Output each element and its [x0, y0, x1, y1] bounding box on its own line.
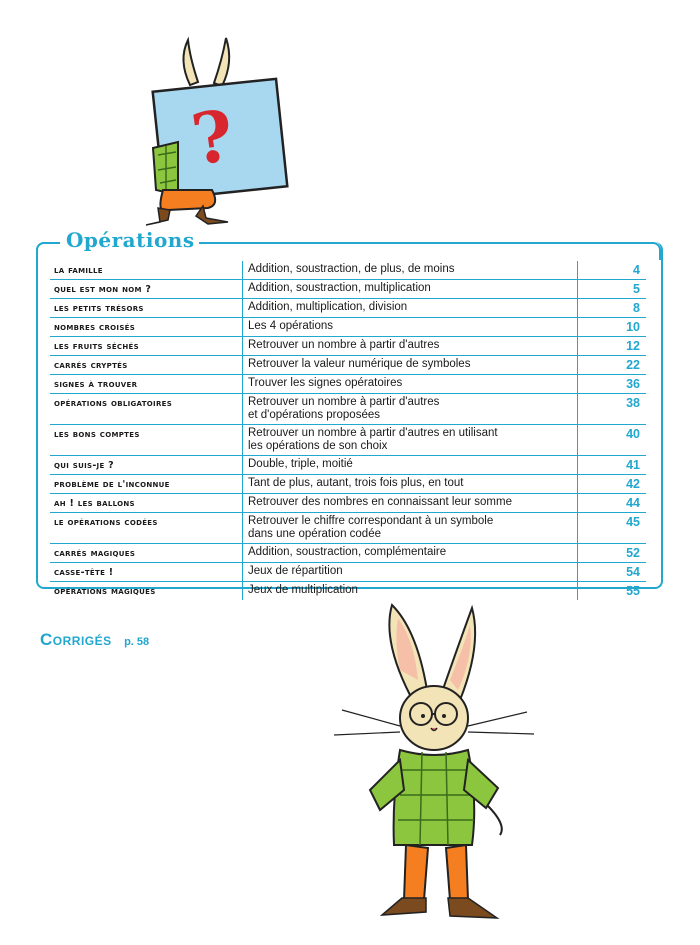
toc-entry-title: casse-tête !	[50, 563, 243, 582]
toc-entry-page: 8	[578, 299, 647, 318]
toc-entry-page: 38	[578, 394, 647, 425]
toc-entry-page: 22	[578, 356, 647, 375]
toc-entry-title: quel est mon nom ?	[50, 280, 243, 299]
toc-entry-title: opérations magiques	[54, 586, 156, 597]
toc-entry-title: carrés magiques	[50, 544, 243, 563]
toc-entry-title: signes à trouver	[50, 375, 243, 394]
svg-text:?: ?	[186, 93, 239, 182]
toc-row[interactable]	[50, 563, 646, 582]
toc-entry-page: 36	[578, 375, 647, 394]
toc-entry-title: les petits trésors	[50, 299, 243, 318]
toc-entry-page: 4	[578, 261, 647, 280]
toc-row[interactable]	[50, 280, 646, 299]
corriges-page: p. 58	[124, 636, 150, 648]
toc-row[interactable]	[50, 456, 646, 475]
toc-entry-page: 44	[578, 494, 647, 513]
toc-entry-title: les bons comptes	[50, 425, 243, 456]
toc-entry-description: Retrouver le chiffre correspondant à un symbole dans une opération codée	[243, 513, 578, 544]
toc-row[interactable]	[50, 356, 646, 375]
toc-entry-description: Jeux de répartition	[243, 563, 578, 582]
toc-row[interactable]	[50, 337, 646, 356]
toc-row[interactable]	[50, 544, 646, 563]
toc-entry-title: problème de l'inconnue	[50, 475, 243, 494]
section-title: Opérations	[62, 228, 199, 252]
rabbit-glasses-illustration	[322, 600, 542, 935]
toc-entry-description: Trouver les signes opératoires	[243, 375, 578, 394]
toc-entry-page: 54	[578, 563, 647, 582]
toc-entry-description: Retrouver un nombre à partir d'autres	[243, 337, 578, 356]
toc-entry-description: Retrouver un nombre à partir d'autres en utilisant les opérations de son choix	[243, 425, 578, 456]
toc-entry-description: Jeux de multiplication	[243, 582, 578, 601]
toc-frame-corner-left	[36, 242, 60, 260]
toc-entry-title: carrés cryptés	[50, 356, 243, 375]
corriges-link[interactable]	[40, 630, 149, 650]
toc-entry-description: Les 4 opérations	[243, 318, 578, 337]
toc-entry-title: le opérations codées	[50, 513, 243, 544]
toc-entry-page: 10	[578, 318, 647, 337]
toc-entry-page: 40	[578, 425, 647, 456]
toc-entry-description: Addition, soustraction, de plus, de moins	[243, 261, 578, 280]
toc-entry-description: Addition, soustraction, multiplication	[243, 280, 578, 299]
rabbit-question-sign-illustration	[108, 30, 308, 230]
toc-entry-description: Retrouver un nombre à partir d'autres et d'opérations proposées	[243, 394, 578, 425]
toc-entry-description: Addition, multiplication, division	[243, 299, 578, 318]
toc-entry-title: les fruits séchés	[50, 337, 243, 356]
toc-row[interactable]	[50, 318, 646, 337]
toc-table	[50, 261, 646, 600]
toc-entry-page: 41	[578, 456, 647, 475]
toc-row[interactable]	[50, 425, 646, 456]
toc-entry-description: Retrouver des nombres en connaissant leur somme	[243, 494, 578, 513]
toc-row[interactable]	[50, 375, 646, 394]
toc-row[interactable]	[50, 261, 646, 280]
toc-entry-page: 55	[578, 582, 647, 601]
toc-row[interactable]	[50, 299, 646, 318]
toc-entry-page: 12	[578, 337, 647, 356]
toc-entry-description: Addition, soustraction, complémentaire	[243, 544, 578, 563]
toc-entry-title: qui suis-je ?	[50, 456, 243, 475]
toc-entry-page: 45	[578, 513, 647, 544]
toc-entry-page: 5	[578, 280, 647, 299]
corriges-label: Corrigés	[40, 630, 112, 649]
toc-row[interactable]	[50, 494, 646, 513]
toc-frame-corner-right	[196, 242, 661, 260]
toc-entry-title: ah ! les ballons	[50, 494, 243, 513]
toc-entry-title: nombres croisés	[50, 318, 243, 337]
toc-entry-description: Double, triple, moitié	[243, 456, 578, 475]
toc-row[interactable]	[50, 475, 646, 494]
toc-entry-description: Tant de plus, autant, trois fois plus, en tout	[243, 475, 578, 494]
toc-row[interactable]	[50, 394, 646, 425]
toc-entry-title: la famille	[50, 261, 243, 280]
toc-row[interactable]	[50, 582, 646, 601]
toc-entry-title: opérations obligatoires	[50, 394, 243, 425]
toc-entry-page: 52	[578, 544, 647, 563]
toc-entry-page: 42	[578, 475, 647, 494]
toc-entry-description: Retrouver la valeur numérique de symboles	[243, 356, 578, 375]
toc-row[interactable]	[50, 513, 646, 544]
